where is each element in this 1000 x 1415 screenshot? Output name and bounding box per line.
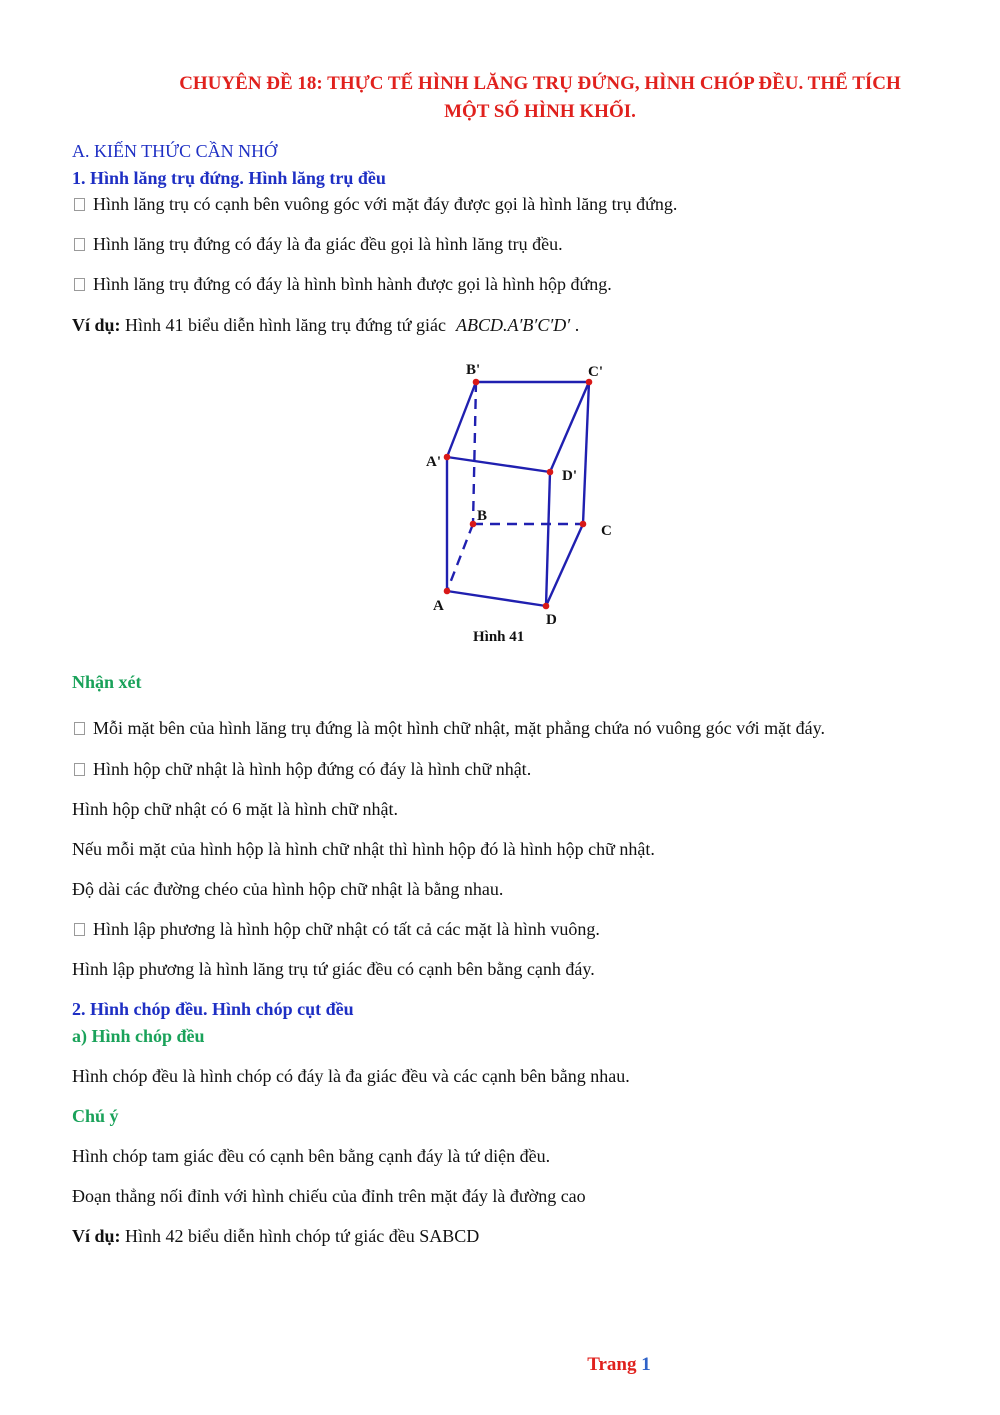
bullet-text: Hình lăng trụ đứng có đáy là hình bình hành được gọi là hình hộp đứng.: [93, 274, 612, 294]
bullet-box-icon: [74, 923, 85, 936]
footer-page-number: 1: [641, 1354, 651, 1375]
edge-d-c: [546, 524, 583, 606]
vertex-a1: [444, 454, 451, 461]
label-d: D: [546, 612, 557, 628]
document-title-line1: CHUYÊN ĐỀ 18: THỰC TẾ HÌNH LĂNG TRỤ ĐỨNG, HÌNH CHÓP ĐỀU. THỂ TÍCH: [179, 73, 901, 94]
edge-d-d1: [546, 472, 550, 606]
vertex-d1: [547, 469, 554, 476]
vertex-c: [580, 521, 587, 528]
remark-line-if-all-faces: Nếu mỗi mặt của hình hộp là hình chữ nhật thì hình hộp đó là hình hộp chữ nhật.: [72, 839, 655, 859]
note-height: Đoạn thẳng nối đỉnh với hình chiếu của đỉnh trên mặt đáy là đường cao: [72, 1186, 586, 1206]
remark-line-six-faces: Hình hộp chữ nhật có 6 mặt là hình chữ nhật.: [72, 799, 398, 819]
figure-caption: Hình 41: [473, 629, 525, 645]
figure-41-prism-diagram: [410, 358, 630, 648]
bullet-prism-definition: [72, 192, 677, 216]
label-d1: D': [562, 468, 577, 484]
label-b1: B': [466, 362, 481, 378]
bullet-text: Hình hộp chữ nhật là hình hộp đứng có đáy là hình chữ nhật.: [93, 759, 532, 779]
prism-vertices: [444, 379, 593, 610]
vertex-b: [470, 521, 477, 528]
bullet-text: Hình lập phương là hình hộp chữ nhật có tất cả các mặt là hình vuông.: [93, 919, 600, 939]
bullet-text: Hình lăng trụ có cạnh bên vuông góc với mặt đáy được gọi là hình lăng trụ đứng.: [93, 194, 678, 214]
label-c1: C': [588, 364, 603, 380]
edge-c1-d1: [550, 382, 589, 472]
pyramid-definition: Hình chóp đều là hình chóp có đáy là đa giác đều và các cạnh bên bằng nhau.: [72, 1066, 630, 1086]
remark-bullet-cube: [72, 917, 600, 941]
bullet-right-parallelepiped: [72, 272, 612, 296]
hidden-edge-b-b1: [473, 382, 476, 524]
bullet-box-icon: [74, 198, 85, 211]
prism-edges: [447, 382, 589, 606]
section-2a-heading: a) Hình chóp đều: [72, 1026, 205, 1046]
section-a-heading: A. KIẾN THỨC CẦN NHỚ: [72, 141, 278, 161]
vertex-b1: [473, 379, 480, 386]
section-1-heading: 1. Hình lăng trụ đứng. Hình lăng trụ đều: [72, 168, 386, 188]
remark-bullet-lateral-faces: [72, 716, 825, 740]
remarks-heading: Nhận xét: [72, 672, 142, 692]
remark-line-cube-prism: Hình lập phương là hình lăng trụ tứ giác đều có cạnh bên bằng cạnh đáy.: [72, 959, 595, 979]
label-a: A: [433, 598, 444, 614]
bullet-box-icon: [74, 238, 85, 251]
remark-bullet-cuboid: [72, 757, 531, 781]
note-tetrahedron: Hình chóp tam giác đều có cạnh bên bằng cạnh đáy là tứ diện đều.: [72, 1146, 551, 1166]
page-footer: [0, 1352, 1000, 1378]
edge-c-c1: [583, 382, 589, 524]
label-b: B: [477, 508, 488, 524]
bullet-box-icon: [74, 722, 85, 735]
bullet-box-icon: [74, 278, 85, 291]
edge-d1-a1: [447, 457, 550, 472]
bullet-text: Mỗi mặt bên của hình lăng trụ đứng là một hình chữ nhật, mặt phẳng chứa nó vuông góc với mặt đáy.: [93, 718, 825, 738]
edge-a-d: [447, 591, 546, 606]
bullet-regular-prism: [72, 232, 563, 256]
note-heading: Chú ý: [72, 1106, 119, 1126]
example-end: .: [570, 315, 580, 335]
footer-page-word: Trang: [587, 1354, 637, 1375]
example-math: ABCD.A′B′C′D′: [455, 315, 571, 335]
vertex-a: [444, 588, 451, 595]
section-2-heading: 2. Hình chóp đều. Hình chóp cụt đều: [72, 999, 354, 1019]
remark-line-diagonals: Độ dài các đường chéo của hình hộp chữ nhật là bằng nhau.: [72, 879, 504, 899]
label-c: C: [601, 523, 612, 539]
vertex-d: [543, 603, 550, 610]
edge-a1-b1: [447, 382, 476, 457]
example-text: Hình 42 biểu diễn hình chóp tứ giác đều SABCD: [120, 1226, 480, 1246]
label-a1: A': [426, 454, 441, 470]
example-text: Hình 41 biểu diễn hình lăng trụ đứng tứ giác: [120, 315, 446, 335]
bullet-text: Hình lăng trụ đứng có đáy là đa giác đều gọi là hình lăng trụ đều.: [93, 234, 563, 254]
example-prism: [72, 313, 579, 337]
bullet-box-icon: [74, 763, 85, 776]
example-pyramid: [72, 1224, 479, 1248]
example-label: Ví dụ:: [72, 1226, 121, 1246]
example-label: Ví dụ:: [72, 315, 121, 335]
hidden-edge-b-a: [447, 524, 473, 591]
document-title-line2: MỘT SỐ HÌNH KHỐI.: [444, 101, 636, 122]
